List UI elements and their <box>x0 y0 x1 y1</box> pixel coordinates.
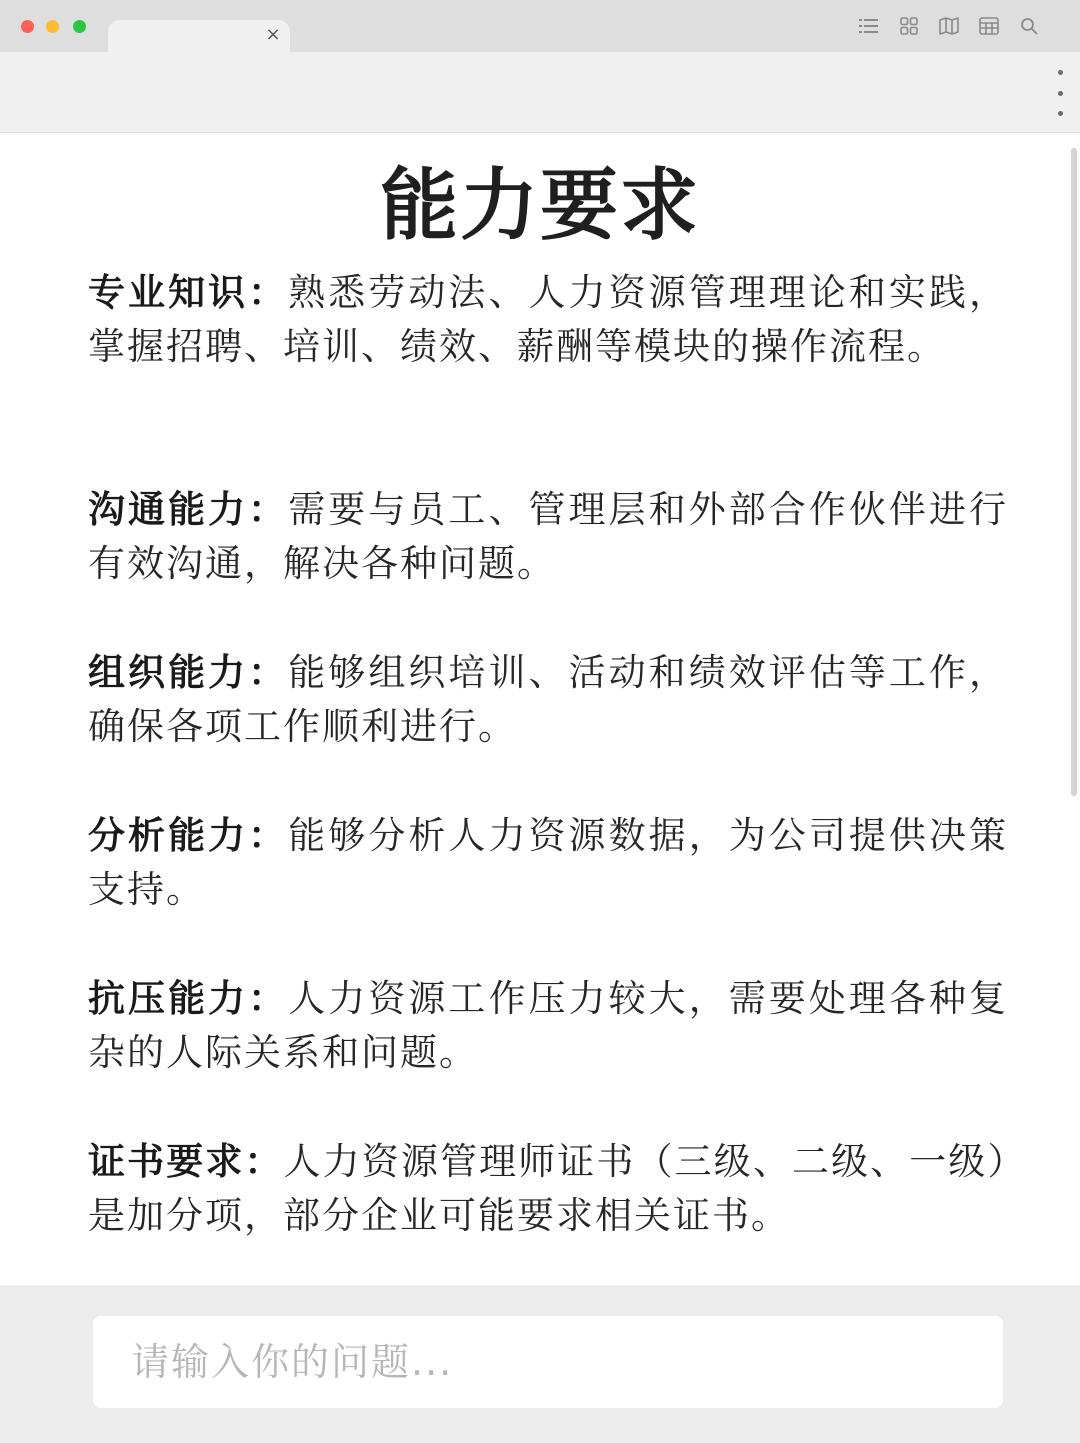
calendar-icon[interactable] <box>978 15 1000 37</box>
section-analysis <box>88 809 1008 917</box>
section-text: 人力资源工作压力较大，需要处理各种复杂的人际关系和问题。 <box>88 977 1009 1074</box>
page-title: 能力要求 <box>379 161 700 251</box>
close-window-button[interactable] <box>21 20 34 33</box>
section-label: 分析能力： <box>88 814 289 857</box>
section-label: 证书要求： <box>88 1140 284 1183</box>
grid-icon[interactable] <box>898 15 920 37</box>
toolbar-icons <box>858 14 1040 38</box>
address-bar-area <box>0 52 1080 133</box>
section-text: 能够分析人力资源数据，为公司提供决策支持。 <box>88 814 1009 911</box>
section-text: 能够组织培训、活动和绩效评估等工作，确保各项工作顺利进行。 <box>88 651 1009 748</box>
question-input[interactable] <box>93 1316 1003 1408</box>
section-certificates <box>88 1135 1008 1243</box>
minimize-window-button[interactable] <box>46 20 59 33</box>
tab-bar <box>0 0 1080 52</box>
list-icon[interactable] <box>858 15 880 37</box>
section-label: 专业知识： <box>88 271 289 314</box>
section-text: 需要与员工、管理层和外部合作伙伴进行有效沟通，解决各种问题。 <box>88 488 1009 585</box>
section-professional-knowledge <box>88 266 1008 374</box>
tab-close-icon[interactable]: × <box>265 24 281 45</box>
section-label: 抗压能力： <box>88 977 289 1020</box>
active-tab[interactable] <box>108 20 290 52</box>
section-label: 沟通能力： <box>88 488 289 531</box>
section-stress-resistance <box>88 972 1008 1080</box>
section-text: 人力资源管理师证书（三级、二级、一级）是加分项，部分企业可能要求相关证书。 <box>88 1140 1009 1237</box>
search-icon[interactable] <box>1018 15 1040 37</box>
zoom-window-button[interactable] <box>73 20 86 33</box>
section-communication <box>88 483 1008 591</box>
map-icon[interactable] <box>938 15 960 37</box>
section-label: 组织能力： <box>88 651 289 694</box>
section-text: 熟悉劳动法、人力资源管理理论和实践，掌握招聘、培训、绩效、薪酬等模块的操作流程。 <box>88 271 1009 368</box>
more-options-icon[interactable] <box>1056 70 1064 116</box>
section-organization <box>88 646 1008 754</box>
